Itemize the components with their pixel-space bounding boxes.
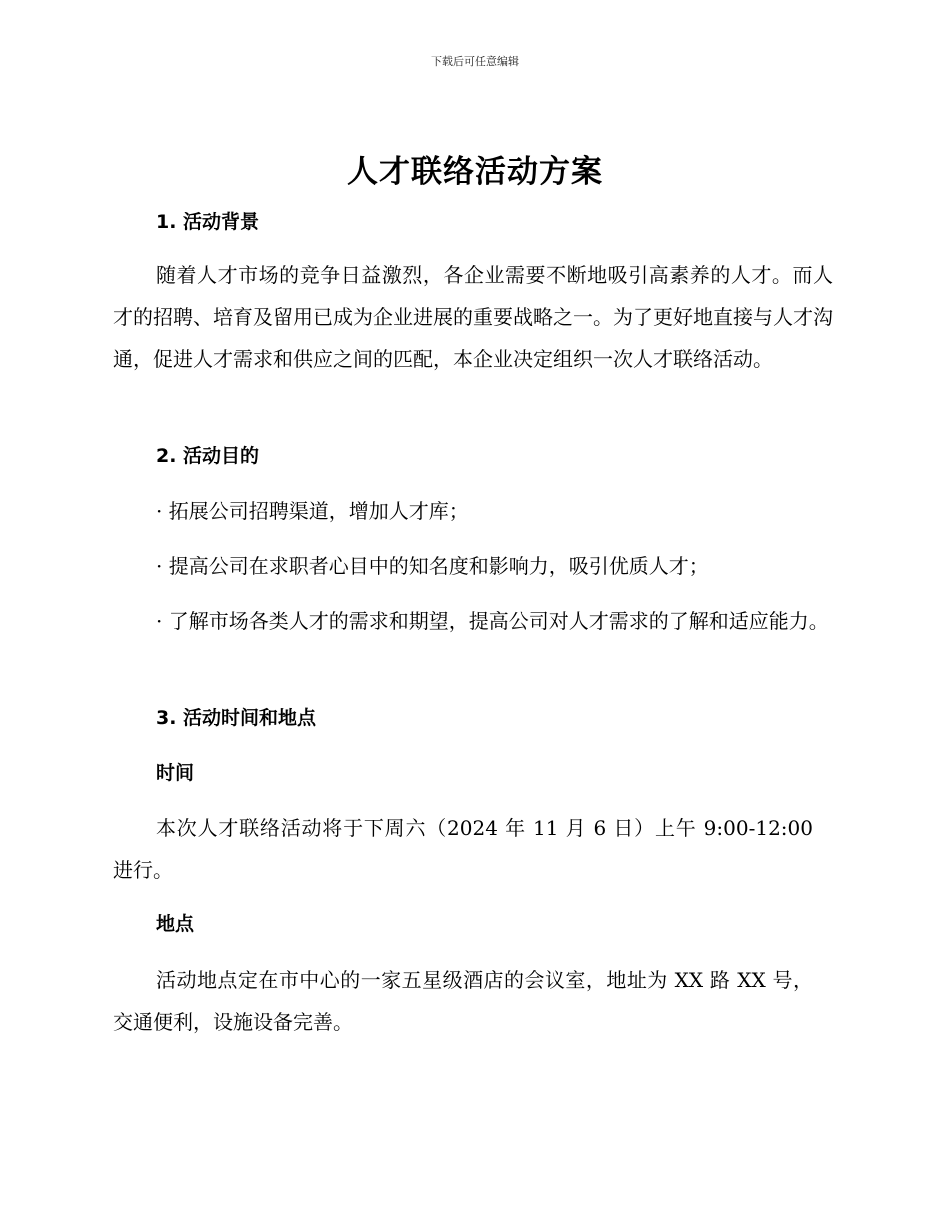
place-subheading: 地点 bbox=[156, 913, 195, 935]
purpose-item: · 了解市场各类人才的需求和期望，提高公司对人才需求的了解和适应能力。 bbox=[156, 609, 829, 633]
section-heading-purpose: 2. 活动目的 bbox=[156, 445, 260, 467]
section-heading-time-place: 3. 活动时间和地点 bbox=[156, 707, 317, 729]
purpose-item: · 拓展公司招聘渠道，增加人才库； bbox=[156, 499, 469, 523]
background-paragraph: 随着人才市场的竞争日益激烈，各企业需要不断地吸引高素养的人才。而人才的招聘、培育及留用已成为企业进展的重要战略之一。为了更好地直接与人才沟通，促进人才需求和供应之间的匹配，本企业决定组织一次人才联络活动。 bbox=[113, 263, 833, 371]
time-subheading: 时间 bbox=[156, 762, 195, 784]
section-heading-background: 1. 活动背景 bbox=[156, 211, 260, 233]
document-title: 人才联络活动方案 bbox=[347, 154, 603, 190]
header-note: 下载后可任意编辑 bbox=[431, 55, 519, 68]
purpose-item: · 提高公司在求职者心目中的知名度和影响力，吸引优质人才； bbox=[156, 554, 709, 578]
time-paragraph: 本次人才联络活动将于下周六（2024 年 11 月 6 日）上午 9:00-12:00 进行。 bbox=[113, 816, 813, 882]
place-paragraph: 活动地点定在市中心的一家五星级酒店的会议室，地址为 XX 路 XX 号，交通便利，设施设备完善。 bbox=[113, 968, 813, 1034]
